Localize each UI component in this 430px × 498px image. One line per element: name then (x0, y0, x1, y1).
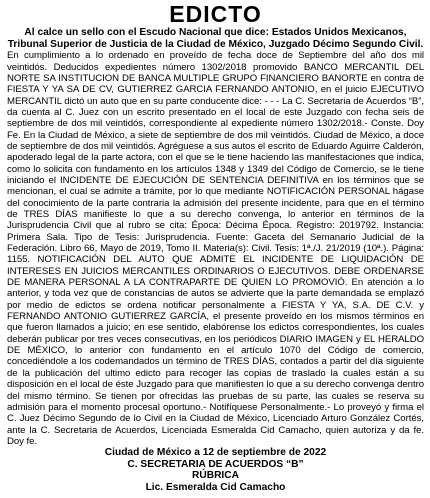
seal-header: Al calce un sello con el Escudo Nacional que dice: Estados Unidos Mexicanos, Tribunal Superior de Justicia de la Ciudad de México, Juzgado Décimo Segundo Civil. (7, 27, 424, 50)
signature-block (7, 447, 424, 493)
edicto-body: En cumplimiento a lo ordenado en proveído de fecha doce de Septiembre del año dos mil veintidós. Deducidos expedientes número 1302/2018 promovido BANCO MERCANTIL DEL NORTE SA INSTITUCION DE BANCA MULTIPLE GRUPO FINANCIERO BANORTE en contra de FIESTA Y YA SA DE CV, GUTIERREZ GARCIA FERNANDO ANTONIO, en el juicio EJECUTIVO MERCANTIL dictó un auto que en su parte conducente dice: - - - La C. Secretaria de Acuerdos “B”, da cuenta al C. Juez con un escrito presentado en el local de este Juzgado con fecha seis de septiembre de dos mil veintidós, correspondiente al expediente número 1302/2018.- Conste. Doy Fe. En la Ciudad de México, a siete de septiembre de dos mil veintidós. Ciudad de México, a doce de septiembre de dos mil veintidós. Agréguese a sus autos el escrito de Eduardo Aguirre Calderón, apoderado legal de la parte actora, con el que se le tiene haciendo las manifestaciones que indica, como lo solicita con fundamento en los artículos 1348 y 1349 del Código de Comercio, se le tiene iniciando el INCIDENTE DE EJECUCIÓN DE SENTENCIA DEFINITIVA en los términos que se mencionan, el cual se admite a trámite, por lo que mediante NOTIFICACIÓN PERSONAL hágase del conocimiento de la parte contraria la admisión del presente incidente, para que en el término de TRES DÍAS manifieste lo que a su derecho convenga, lo anterior en términos de la Jurisprudencia Civil que al rubro se cita: Época: Décima Época. Registro: 2019792. Instancia: Primera Sala. Tipo de Tesis: Jurisprudencia. Fuente: Gaceta del Semanario Judicial de la Federación. Libro 66, Mayo de 2019, Tomo II. Materia(s): Civil. Tesis: 1ª./J. 21/2019 (10ª.). Página: 1155. NOTIFICACIÓN DEL AUTO QUE ADMITE EL INCIDENTE DE LIQUIDACIÓN DE INTERESES EN JUICIOS MERCANTILES ORDINARIOS O EJECUTIVOS. DEBE ORDENARSE DE MANERA PERSONAL A LA CONTRAPARTE DE QUIEN LO PROMOVIÓ. En atención a lo anterior, y toda vez que de constancias de autos se advierte que la parte demandada se emplazó por medio de edictos se ordena notificar personalmente a FIESTA Y YA, S.A. DE C.V. y FERNANDO ANTONIO GUTIERREZ GARCÍA, el presente proveído en los mismos términos en que fueron llamados a juicio; en ese sentido, elabórense los edictos correspondientes, los cuales deberán publicar por tres veces consecutivas, en los periódicos DIARIO IMAGEN y EL HERALDO DE MÉXICO, lo anterior con fundamento en el artículo 1070 del Código de comercio, concediéndole a los codemandados un término de TRES DÍAS, contados a partir del día siguiente de la publicación del ultimo edicto para recoger las copias de traslado la cuales están a su disposición en el local de éste Juzgado para que manifiesten lo que a su derecho convenga dentro del mismo término. Se tienen por ofrecidas las pruebas de su parte, las cuales se reserva su admisión para el momento procesal oportuno.- Notifíquese Personalmente.- Lo proveyó y firma el C. Juez Décimo Segundo de lo Civil en la Ciudad de México, Licenciado Arturo González Cortés, ante la C. Secretaria de Acuerdos, Licenciada Esmeralda Cid Camacho, quien autoriza y da fe. Doy fe. (7, 50, 424, 447)
signature-date: Ciudad de México a 12 de septiembre de 2022 (104, 447, 327, 459)
signature-rubrica: RÚBRICA (192, 470, 239, 482)
signature-name: Lic. Esmeralda Cid Camacho (145, 482, 286, 493)
signature-role: C. SECRETARIA DE ACUERDOS “B” (127, 458, 304, 470)
edicto-title: EDICTO (169, 1, 262, 27)
